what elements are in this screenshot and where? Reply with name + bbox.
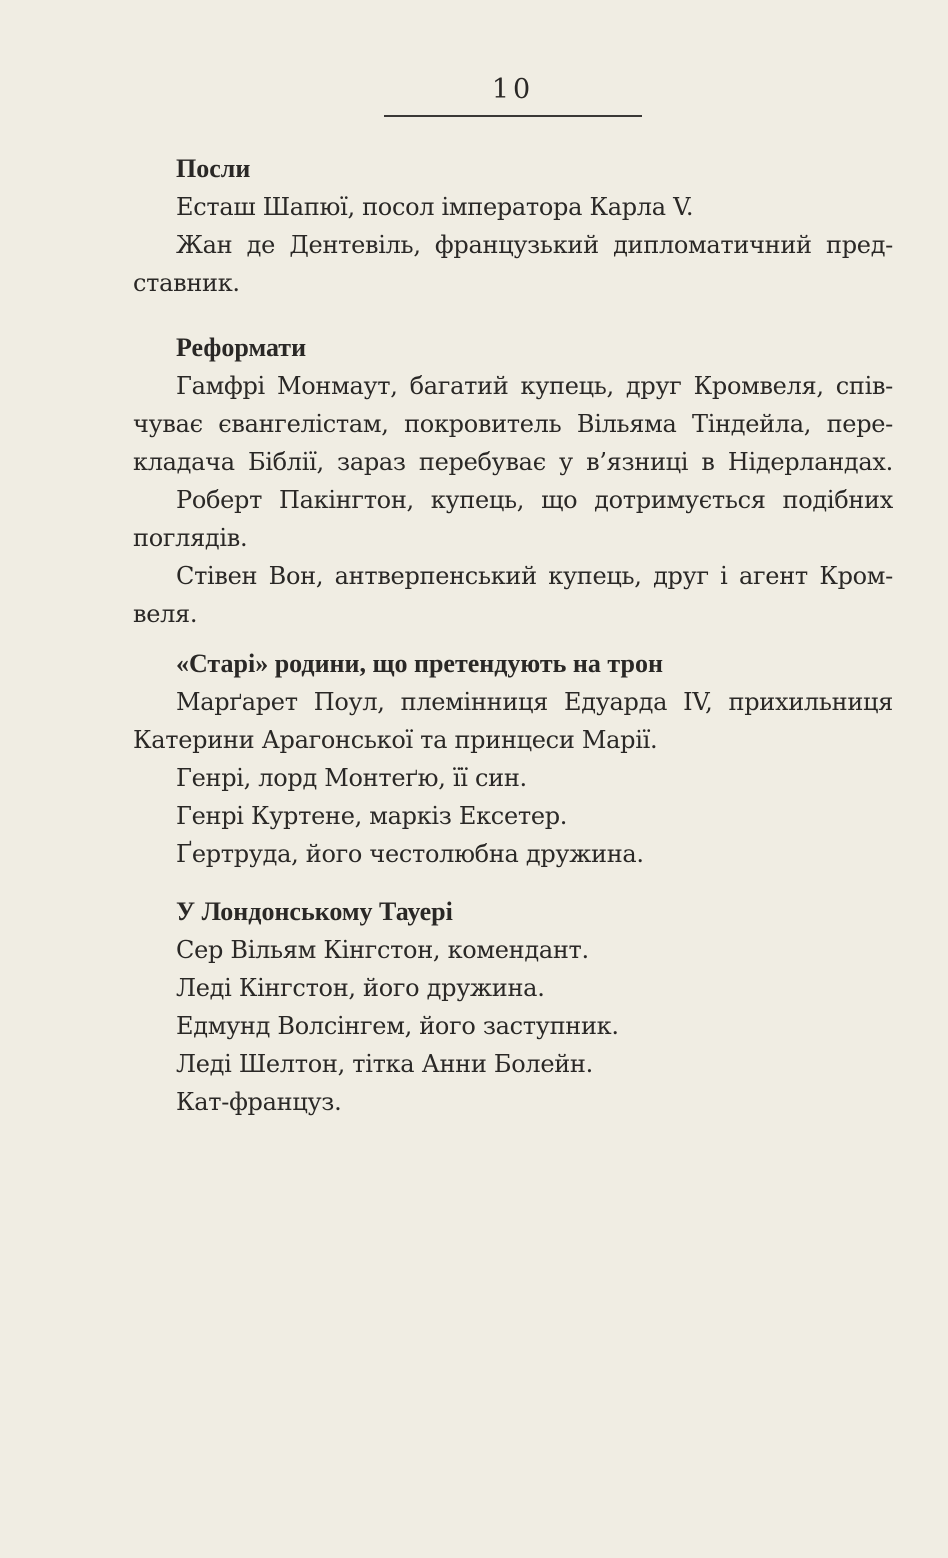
character-entry [133,683,893,759]
entry-line: Генрі, лорд Монтеґю, її син. [176,764,527,792]
character-entry [133,931,893,969]
page-number: 10 [491,74,535,105]
character-entry [133,226,893,302]
entry-line: Ґертруда, його честолюбна дружина. [176,840,644,868]
character-entry [133,1045,893,1083]
entry-line: Есташ Шапюї, посол імператора Карла V. [176,193,694,221]
character-entry [133,1007,893,1045]
section-title: «Старі» родини, що претендують на трон [176,649,663,678]
character-entry [133,557,893,633]
section-reformers [133,329,893,633]
character-entry [133,969,893,1007]
entry-line: Едмунд Волсінгем, його заступник. [176,1012,619,1040]
character-entry [133,1083,893,1121]
entry-line: Леді Шелтон, тітка Анни Болейн. [176,1050,593,1078]
character-entry [133,759,893,797]
character-entry [133,797,893,835]
entry-line: Катерини Арагонської та принцеси Марії. [133,726,658,754]
entry-line: веля. [133,600,198,628]
section-title: Реформати [176,333,307,362]
section-ambassadors [133,150,893,302]
entry-line: Кат-француз. [176,1088,342,1116]
entry-line: кладача Біблії, зараз перебуває у в’язниці в Нідерландах. [133,448,893,476]
character-entry [133,481,893,557]
entry-line: Роберт Пакінгтон, купець, що дотримується подібних [176,486,893,514]
header-rule [384,115,642,117]
character-entry [133,367,893,481]
entry-line: ставник. [133,269,240,297]
section-tower-of-london [133,893,893,1121]
entry-line: поглядів. [133,524,248,552]
entry-line: Сер Вільям Кінгстон, комендант. [176,936,589,964]
entry-line: Генрі Куртене, маркіз Ексетер. [176,802,568,830]
entry-line: Жан де Дентевіль, французький дипломатичний пред- [176,231,893,259]
entry-line: Гамфрі Монмаут, багатий купець, друг Кромвеля, спів- [176,372,893,400]
section-title: У Лондонському Тауері [176,897,453,926]
entry-line: чуває євангелістам, покровитель Вільяма Тіндейла, пере- [133,410,893,438]
entry-line: Леді Кінгстон, його дружина. [176,974,545,1002]
character-entry [133,188,893,226]
entry-line: Стівен Вон, антверпенський купець, друг і агент Кром- [176,562,893,590]
character-entry [133,835,893,873]
section-old-families [133,645,893,873]
section-title: Посли [176,154,251,183]
entry-line: Марґарет Поул, племінниця Едуарда IV, прихильниця [176,688,893,716]
